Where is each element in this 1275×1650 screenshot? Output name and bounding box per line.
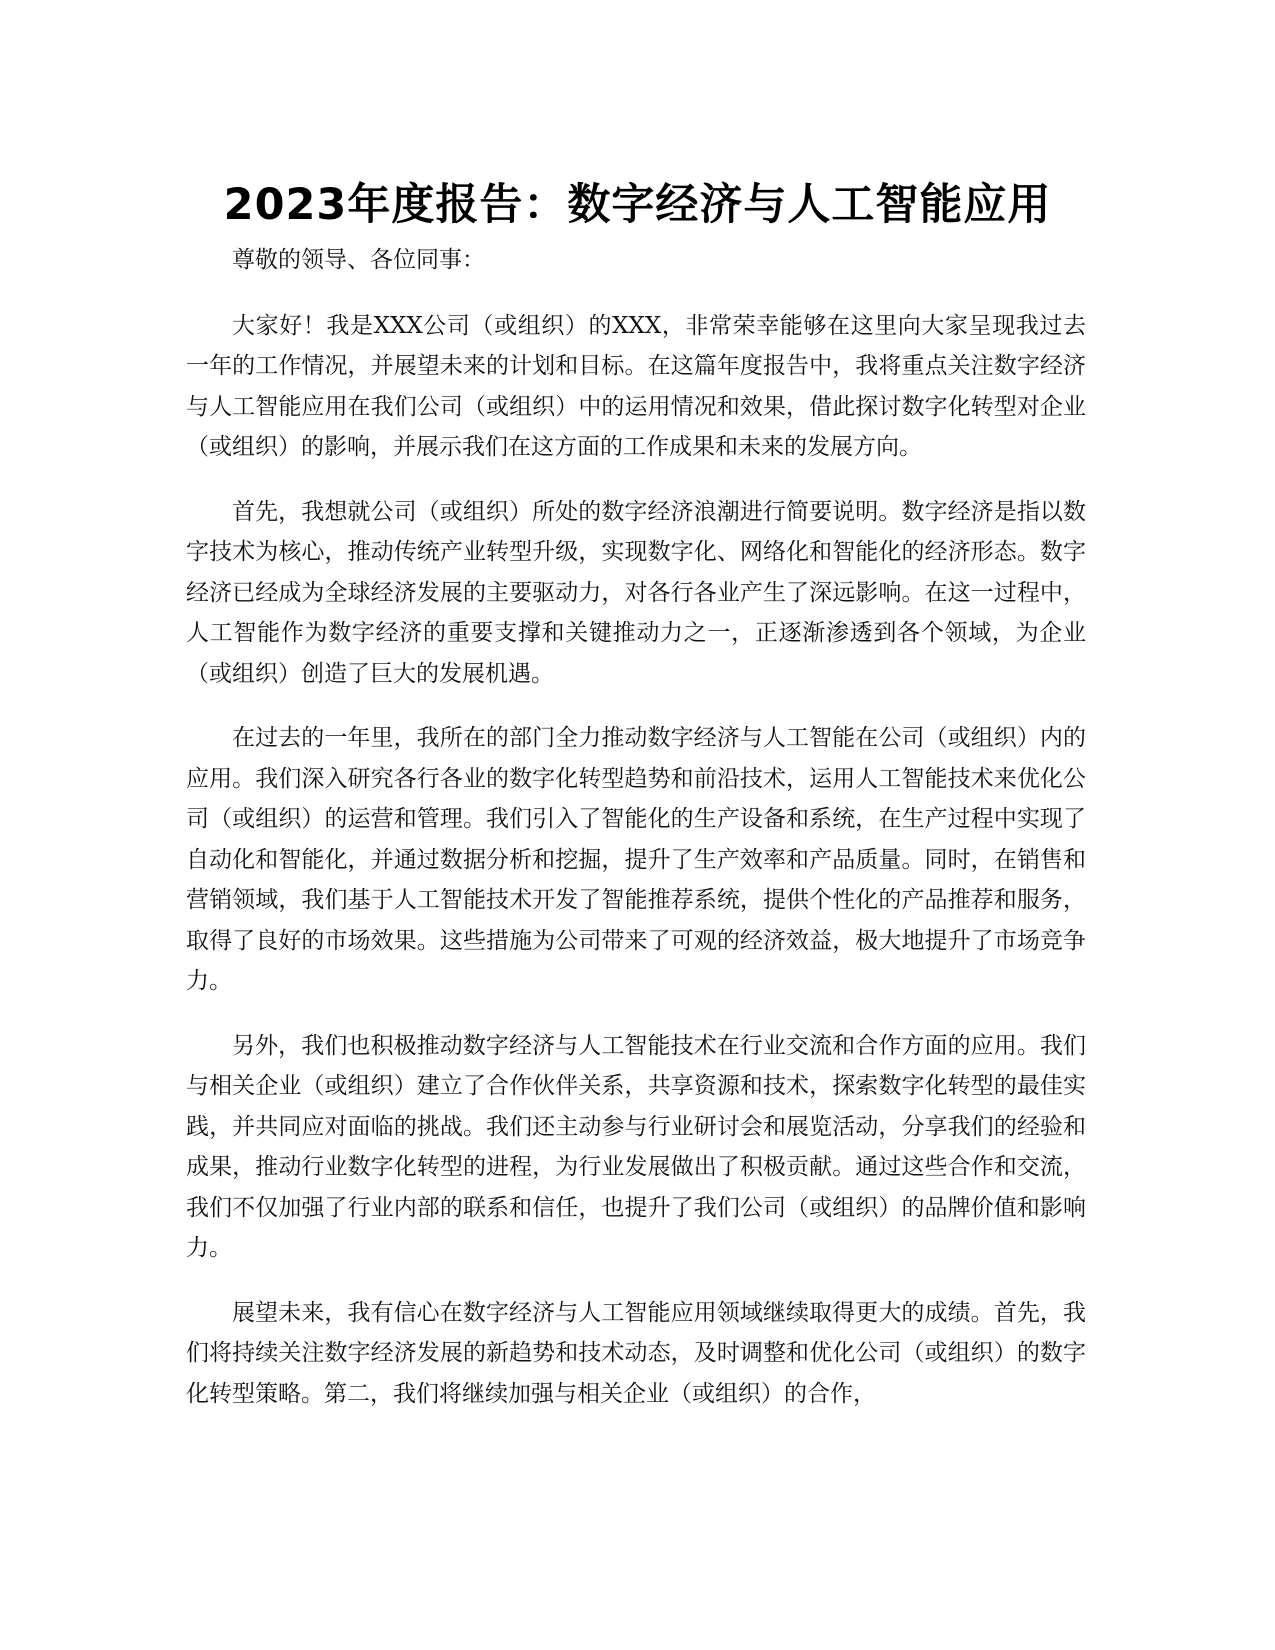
document-title: 2023年度报告：数字经济与人工智能应用 xyxy=(223,179,1052,230)
paragraph-industry-cooperation: 另外，我们也积极推动数字经济与人工智能技术在行业交流和合作方面的应用。我们与相关企业（或组织）建立了合作伙伴关系，共享资源和技术，探索数字化转型的最佳实践，并共同应对面临的挑战。我们还主动参与行业研讨会和展览活动，分享我们的经验和成果，推动行业数字化转型的进程，为行业发展做出了积极贡献。通过这些合作和交流，我们不仅加强了行业内部的联系和信任，也提升了我们公司（或组织）的品牌价值和影响力。 xyxy=(186,1032,1086,1261)
document-body xyxy=(186,240,1086,1438)
paragraph-digital-economy: 首先，我想就公司（或组织）所处的数字经济浪潮进行简要说明。数字经济是指以数字技术为核心，推动传统产业转型升级，实现数字化、网络化和智能化的经济形态。数字经济已经成为全球经济发展的主要驱动力，对各行各业产生了深远影响。在这一过程中，人工智能作为数字经济的重要支撑和关键推动力之一，正逐渐渗透到各个领域，为企业（或组织）创造了巨大的发展机遇。 xyxy=(186,498,1086,687)
paragraph-past-year-work: 在过去的一年里，我所在的部门全力推动数字经济与人工智能在公司（或组织）内的应用。我们深入研究各行各业的数字化转型趋势和前沿技术，运用人工智能技术来优化公司（或组织）的运营和管理。我们引入了智能化的生产设备和系统，在生产过程中实现了自动化和智能化，并通过数据分析和挖掘，提升了生产效率和产品质量。同时，在销售和营销领域，我们基于人工智能技术开发了智能推荐系统，提供个性化的产品推荐和服务，取得了良好的市场效果。这些措施为公司带来了可观的经济效益，极大地提升了市场竞争力。 xyxy=(186,725,1086,994)
paragraph-outlook: 展望未来，我有信心在数字经济与人工智能应用领域继续取得更大的成绩。首先，我们将持续关注数字经济发展的新趋势和技术动态，及时调整和优化公司（或组织）的数字化转型策略。第二，我们将继续加强与相关企业（或组织）的合作， xyxy=(186,1299,1086,1407)
paragraph-introduction: 大家好！我是XXX公司（或组织）的XXX，非常荣幸能够在这里向大家呈现我过去一年的工作情况，并展望未来的计划和目标。在这篇年度报告中，我将重点关注数字经济与人工智能应用在我们公司（或组织）中的运用情况和效果，借此探讨数字化转型对企业（或组织）的影响，并展示我们在这方面的工作成果和未来的发展方向。 xyxy=(186,312,1086,460)
salutation: 尊敬的领导、各位同事： xyxy=(232,247,485,273)
